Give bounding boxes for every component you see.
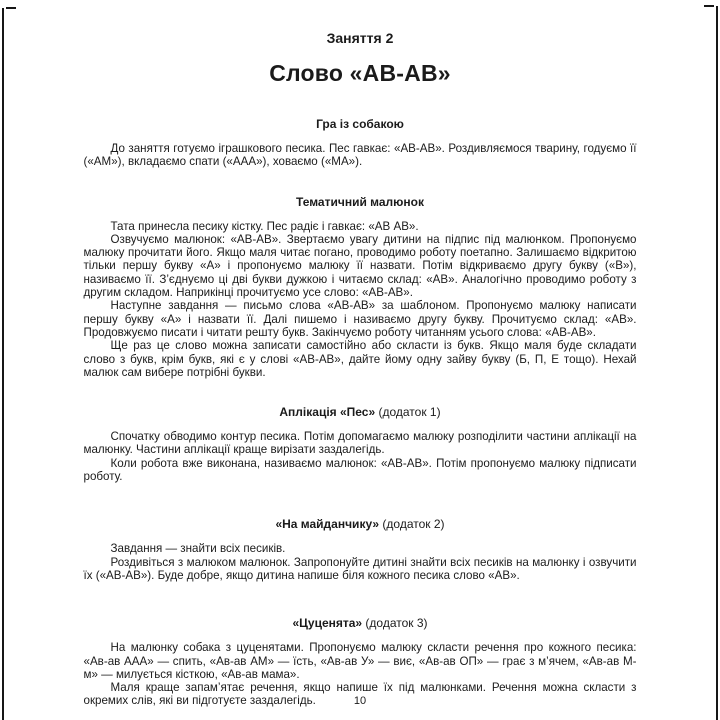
paragraph: Озвучуємо малюнок: «АВ-АВ». Звертаємо увагу дитини на підпис під малюнком. Пропонуємо малюку прочитати його. Якщо маля читає погано, проводимо роботу поетапно. Залишаємо відкритою тільки першу букву «А» і пропонуємо малюку її назвати. Потім відкриваємо другу букву («В»), називаємо її. З’єднуємо ці дві букви дужкою і читаємо склад: «АВ». Аналогічно проводимо роботу з другим складом. Наприкінці прочитуємо усе слово: «АВ-АВ».: [83, 232, 637, 300]
section-heading-text: Тематичний малюнок: [295, 194, 425, 209]
paragraph: Наступне завдання — письмо слова «АВ-АВ» за шаблоном. Пропонуємо малюку написати першу букву «А» і назвати її. Далі пишемо і називаємо другу букву. Прочитуємо склад: «АВ». Продовжуємо писати і читати решту букв. Закінчуємо роботу читанням усього слова: «АВ-АВ».: [83, 299, 637, 339]
section-heading-tsutsenyata: [84, 616, 637, 630]
paragraph: Тата принесла песику кістку. Пес радіє і гавкає: «АВ АВ».: [110, 219, 419, 233]
paragraph: На малюнку собака з цуценятами. Пропонуємо малюку скласти речення про кожного песика: «Ав-ав ААА» — спить, «Ав-ав АМ» — їсть, «Ав-ав У» — виє, «Ав-ав ОП» — грає з м’ячем, «Ав-ав М-м» — милується кісткою, «Ав-ав мама».: [83, 641, 637, 681]
section-heading-na-maidanchyku: [84, 517, 637, 531]
paragraph: Коли робота вже виконана, називаємо малюнок: «АВ-АВ». Потім пропонуємо малюку підписати роботу.: [83, 456, 637, 484]
section-heading-tematychnyi-malyunok: [84, 195, 637, 209]
paragraph: Спочатку обводимо контур песика. Потім допомагаємо малюку розподілити частини аплікації на малюнку. Частини аплікації краще вирізати заздалегідь.: [83, 430, 637, 457]
section-heading-text: Аплікація «Пес»: [279, 405, 376, 420]
paragraph: Маля краще запам’ятає речення, якщо напише їх під малюнками. Речення можна скласти з окремих слів, які ви підготуєте заздалегідь.: [83, 681, 637, 708]
section-heading-note: (додаток 1): [375, 405, 441, 420]
scan-edge-left: [2, 8, 4, 720]
paragraph: До заняття готуємо іграшкового песика. Пес гавкає: «АВ-АВ». Роздивляємося тварину, годуємо її («АМ»), вкладаємо спати («ААА»), ховаємо («МА»).: [83, 142, 637, 169]
lesson-title: Заняття 2: [326, 30, 394, 46]
paragraph: Ще раз це слово можна записати самостійно або скласти із букв. Якщо маля буде складати слово з букв, крім букв, які є у слові «АВ-АВ», дайте йому одну зайву букву (Б, П, Е тощо). Нехай малюк сам вибере потрібні букви.: [83, 339, 637, 379]
section-heading-aplikatsiya-pes: [84, 405, 637, 419]
scan-mark-top-left: [6, 7, 16, 9]
section-heading-gra-iz-sobakoyu: [84, 117, 637, 131]
section-heading-note: (додаток 3): [362, 616, 428, 631]
section-heading-text: «На майданчику»: [275, 517, 380, 532]
section-heading-note: (додаток 2): [379, 517, 445, 532]
section-heading-text: «Цуценята»: [292, 616, 363, 631]
paragraph: Роздивіться з малюком малюнок. Запропонуйте дитині знайти всіх песиків на малюнку і озвучити їх («АВ-АВ»). Буде добре, якщо дитина напише біля кожного песика слово «АВ».: [83, 555, 637, 582]
page-number: 10: [353, 695, 367, 707]
scan-mark-top-right: [704, 5, 714, 7]
scan-edge-right: [716, 6, 718, 720]
page-title: Слово «АВ-АВ»: [269, 60, 451, 86]
page-content: [84, 0, 637, 708]
paragraph: Завдання — знайти всіх песиків.: [110, 542, 286, 556]
section-heading-text: Гра із собакою: [316, 117, 404, 131]
